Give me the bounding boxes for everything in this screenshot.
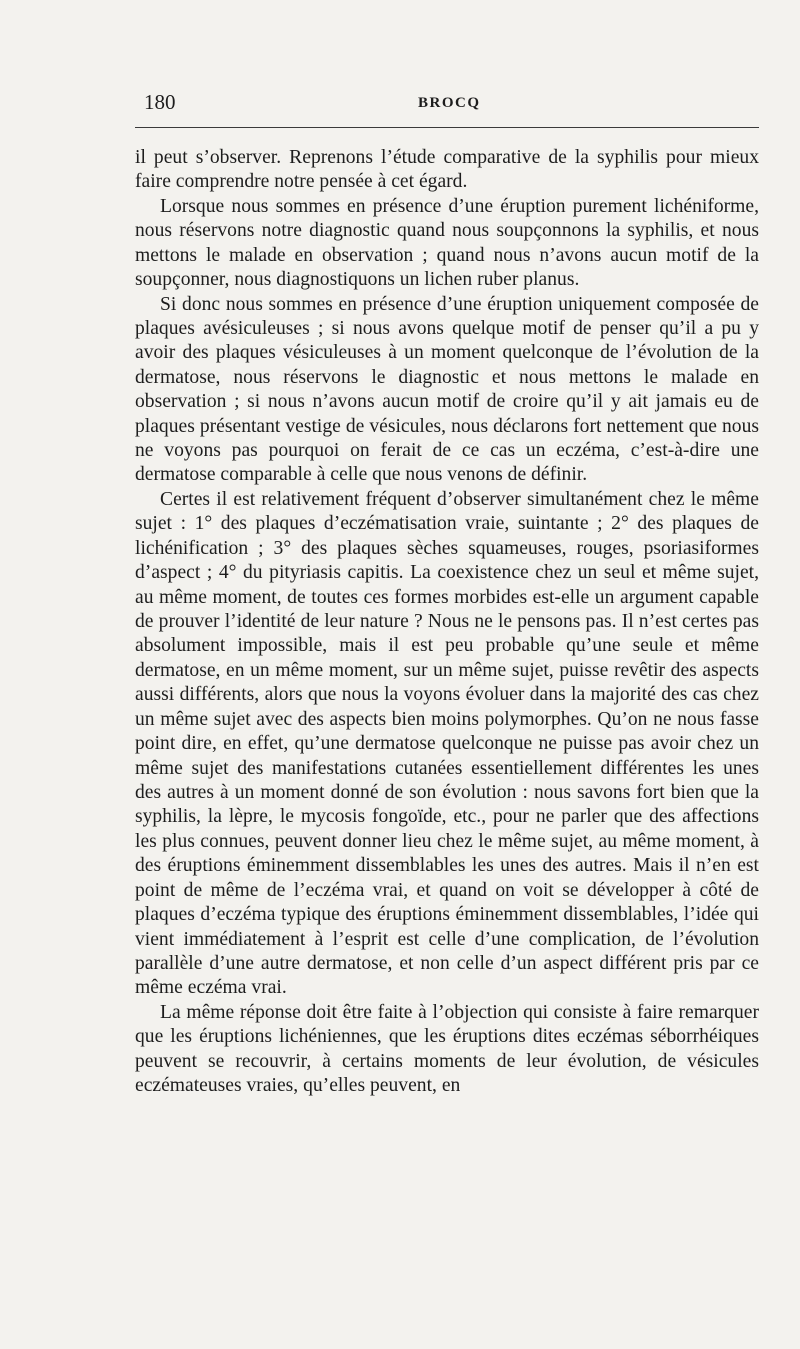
paragraph: Certes il est relativement fréquent d’observer simultanément chez le même sujet : 1° des plaques d’eczématisation vraie, suintante ; 2° des plaques de lichénification ; 3° des plaques sèches squameuses, rouges, psoriasiformes d’aspect ; 4° du pityriasis capitis. La coexistence chez un seul et même sujet, au même moment, de toutes ces formes morbides est-elle un argument capable de prouver l’identité de leur nature ? Nous ne le pensons pas. Il n’est certes pas absolument impossible, mais il est peu probable qu’une seule et même dermatose, en un même moment, sur un même sujet, puisse revêtir des aspects aussi différents, alors que nous la voyons évoluer dans la majorité des cas chez un même sujet avec des aspects bien moins polymorphes. Qu’on ne nous fasse point dire, en effet, qu’une dermatose quelconque ne puisse pas avoir chez un même sujet des manifestations cutanées essentiellement différentes les unes des autres à un moment donné de son évolution : nous savons fort bien que la syphilis, la lèpre, le mycosis fongoïde, etc., pour ne parler que des affections les plus connues, peuvent donner lieu chez le même sujet, au même moment, à des éruptions éminemment dissemblables les unes des autres. Mais il n’en est point de même de l’eczéma vrai, et quand on voit se développer à côté de plaques d’eczéma typique des éruptions éminemment dissemblables, l’idée qui vient immédiatement à l’esprit est celle d’une complication, de l’évolution parallèle d’une autre dermatose, et non celle d’un aspect différent pris par ce même eczéma vrai.	[135, 488, 759, 999]
body-text	[135, 146, 759, 1098]
paragraph: il peut s’observer. Reprenons l’étude comparative de la syphilis pour mieux faire comprendre notre pensée à cet égard.	[135, 147, 759, 193]
paragraph: Lorsque nous sommes en présence d’une éruption purement lichéniforme, nous réservons notre diagnostic quand nous soupçonnons la syphilis, et nous mettons le malade en observation ; quand nous n’avons aucun motif de la soupçonner, nous diagnostiquons un lichen ruber planus.	[135, 195, 759, 291]
paragraph: La même réponse doit être faite à l’objection qui consiste à faire remarquer que les éruptions lichéniennes, que les éruptions dites eczémas séborrhéiques peuvent se recouvrir, à certains moments de leur évolution, de vésicules eczémateuses vraies, qu’elles peuvent, en	[135, 1001, 759, 1097]
running-title: BROCQ	[418, 95, 481, 111]
running-head	[136, 88, 760, 118]
paragraph: Si donc nous sommes en présence d’une éruption uniquement composée de plaques avésiculeuses ; si nous avons quelque motif de penser qu’il a pu y avoir des plaques vésiculeuses à un moment quelconque de l’évolution de la dermatose, nous réservons le diagnostic et nous mettons le malade en observation ; si nous n’avons aucun motif de croire qu’il y ait jamais eu de plaques présentant vestige de vésicules, nous déclarons fort nettement que nous ne voyons pas pourquoi on ferait de ce cas un eczéma, c’est-à-dire une dermatose comparable à celle que nous venons de définir.	[135, 293, 759, 486]
page-number: 180	[144, 90, 176, 114]
header-rule	[135, 127, 759, 128]
